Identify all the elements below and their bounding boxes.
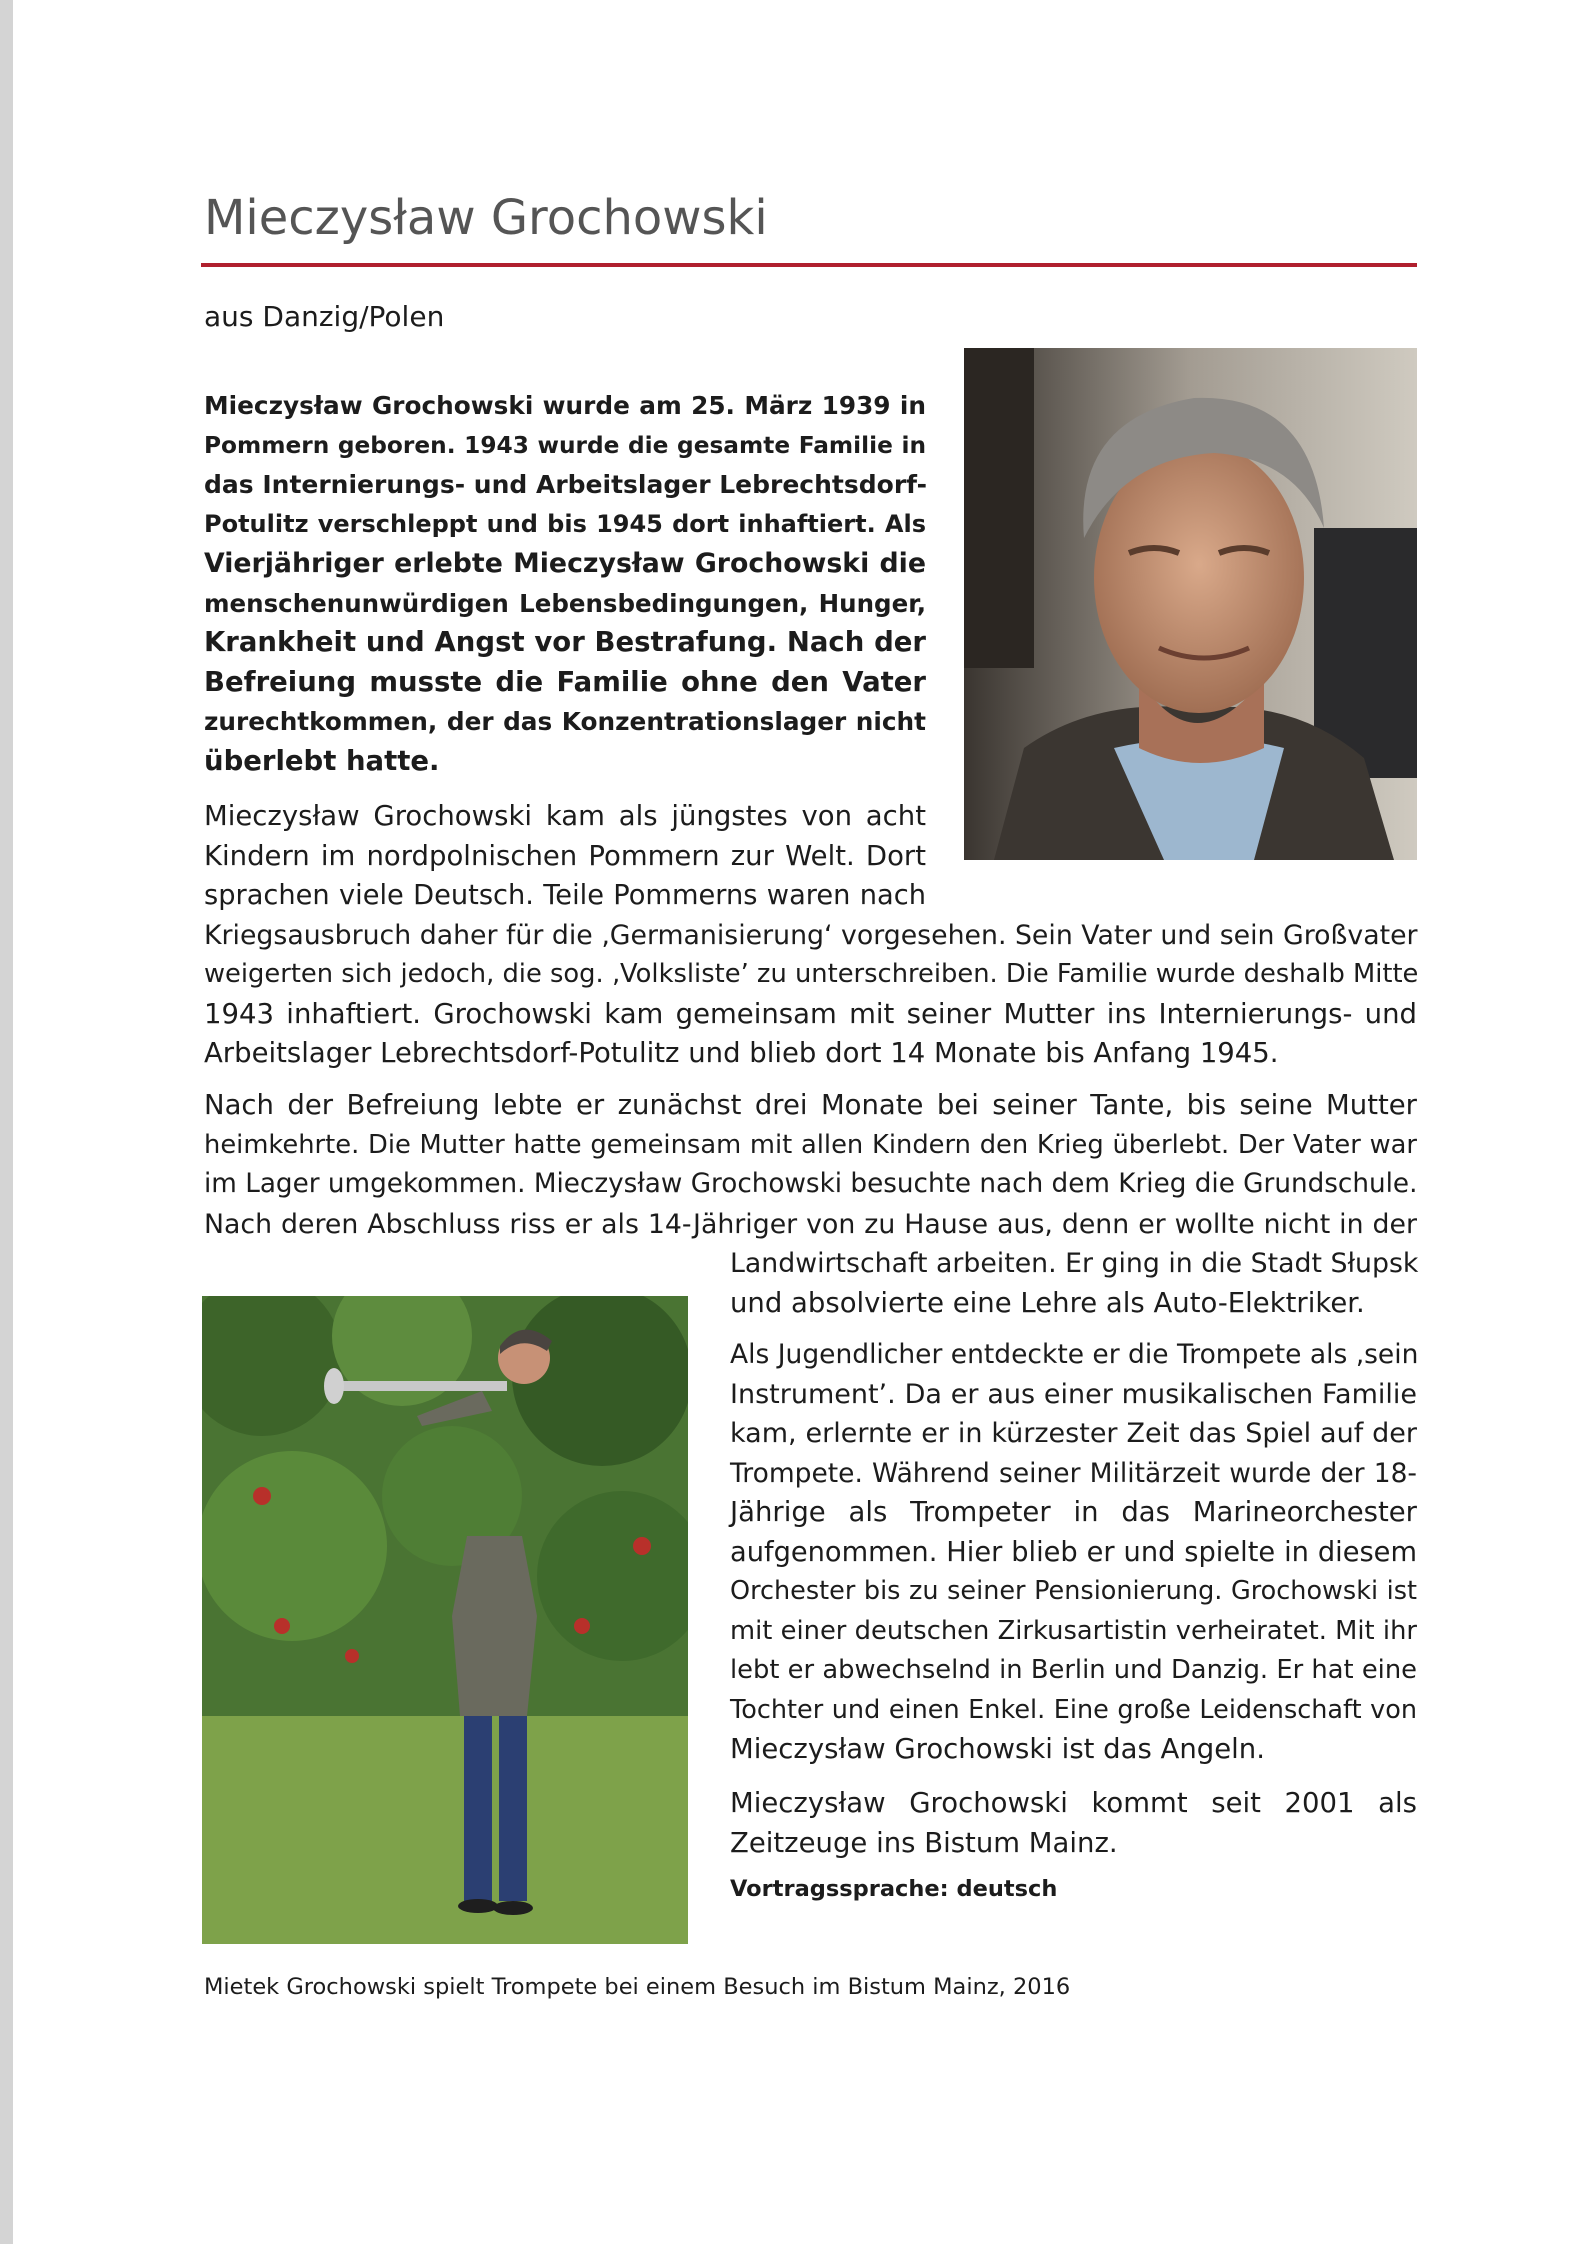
intro-paragraph [204, 386, 926, 781]
body-line: Orchester bis zu seiner Pensionierung. Grochowski ist [730, 1576, 1417, 1606]
body-paragraph-2 [204, 1086, 1417, 1323]
intro-line: zurechtkommen, der das Konzentrationslager nicht [204, 707, 926, 736]
body-line: Jährige als Trompeter in das Marineorchester [730, 1496, 1417, 1528]
body-line: lebt er abwechselnd in Berlin und Danzig. Er hat eine [730, 1655, 1417, 1685]
body-line: 1943 inhaftiert. Grochowski kam gemeinsam mit seiner Mutter ins Internierungs- und [204, 997, 1417, 1030]
intro-line: Pommern geboren. 1943 wurde die gesamte Familie in [204, 431, 926, 459]
portrait-photo [964, 348, 1417, 860]
body-line: Tochter und einen Enkel. Eine große Leidenschaft von [730, 1694, 1417, 1725]
body-line: weigerten sich jedoch, die sog. ‚Volksliste’ zu unterschreiben. Die Familie wurde deshalb Mitte [204, 959, 1419, 989]
body-line: Mieczysław Grochowski ist das Angeln. [730, 1733, 1265, 1765]
body-paragraph-4 [730, 1784, 1417, 1863]
origin-subtitle: aus Danzig/Polen [204, 300, 445, 333]
body-line: Trompete. Während seiner Militärzeit wurde der 18- [730, 1457, 1417, 1489]
intro-line: menschenunwürdigen Lebensbedingungen, Hunger, [204, 588, 926, 618]
body-line: Als Jugendlicher entdeckte er die Trompete als ‚sein [730, 1339, 1419, 1370]
body-line: Instrument’. Da er aus einer musikalischen Familie [730, 1378, 1417, 1410]
page-title: Mieczysław Grochowski [204, 190, 768, 246]
body-paragraph-1 [204, 797, 1417, 1074]
body-line: aufgenommen. Hier blieb er und spielte in diesem [730, 1536, 1417, 1568]
body-line: Kindern im nordpolnischen Pommern zur Welt. Dort [204, 839, 926, 872]
language-note: Vortragssprache: deutsch [730, 1876, 1058, 1902]
intro-line: Befreiung musste die Familie ohne den Vater [204, 665, 926, 698]
body-line: heimkehrte. Die Mutter hatte gemeinsam mit allen Kindern den Krieg überlebt. Der Vater war [204, 1129, 1417, 1160]
body-line: kam, erlernte er in kürzester Zeit das Spiel auf der [730, 1418, 1417, 1449]
intro-line: Vierjähriger erlebte Mieczysław Grochowski die [204, 548, 926, 579]
body-line: im Lager umgekommen. Mieczysław Grochowski besuchte nach dem Krieg die Grundschule. [204, 1169, 1418, 1199]
body-line: Nach der Befreiung lebte er zunächst drei Monate bei seiner Tante, bis seine Mutter [204, 1089, 1417, 1121]
body-line: Mieczysław Grochowski kommt seit 2001 als [730, 1787, 1417, 1819]
body-line: und absolvierte eine Lehre als Auto-Elektriker. [730, 1286, 1365, 1319]
body-line: Arbeitslager Lebrechtsdorf-Potulitz und blieb dort 14 Monate bis Anfang 1945. [204, 1037, 1279, 1069]
body-line: Mieczysław Grochowski kam als jüngstes von acht [204, 800, 926, 832]
body-line: Kriegsausbruch daher für die ‚Germanisierung‘ vorgesehen. Sein Vater und sein Großvater [204, 919, 1418, 951]
intro-line: Krankheit und Angst vor Bestrafung. Nach der [204, 626, 926, 658]
body-line: Landwirtschaft arbeiten. Er ging in die Stadt Słupsk [730, 1248, 1419, 1279]
intro-line: Mieczysław Grochowski wurde am 25. März 1939 in [204, 391, 926, 420]
intro-line: überlebt hatte. [204, 744, 440, 777]
page-edge [0, 0, 13, 2244]
body-paragraph-3 [730, 1335, 1417, 1770]
trumpet-photo [202, 1296, 688, 1944]
body-line: Zeitzeuge ins Bistum Mainz. [730, 1826, 1118, 1859]
photo-caption: Mietek Grochowski spielt Trompete bei einem Besuch im Bistum Mainz, 2016 [204, 1974, 1071, 2000]
title-divider [201, 263, 1417, 267]
intro-line: Potulitz verschleppt und bis 1945 dort inhaftiert. Als [204, 509, 926, 538]
body-line: mit einer deutschen Zirkusartistin verheiratet. Mit ihr [730, 1615, 1417, 1646]
body-line: Nach deren Abschluss riss er als 14-Jähriger von zu Hause aus, denn er wollte nicht in der [204, 1208, 1417, 1240]
body-line: sprachen viele Deutsch. Teile Pommerns waren nach [204, 880, 926, 911]
intro-line: das Internierungs- und Arbeitslager Lebrechtsdorf- [204, 470, 927, 499]
